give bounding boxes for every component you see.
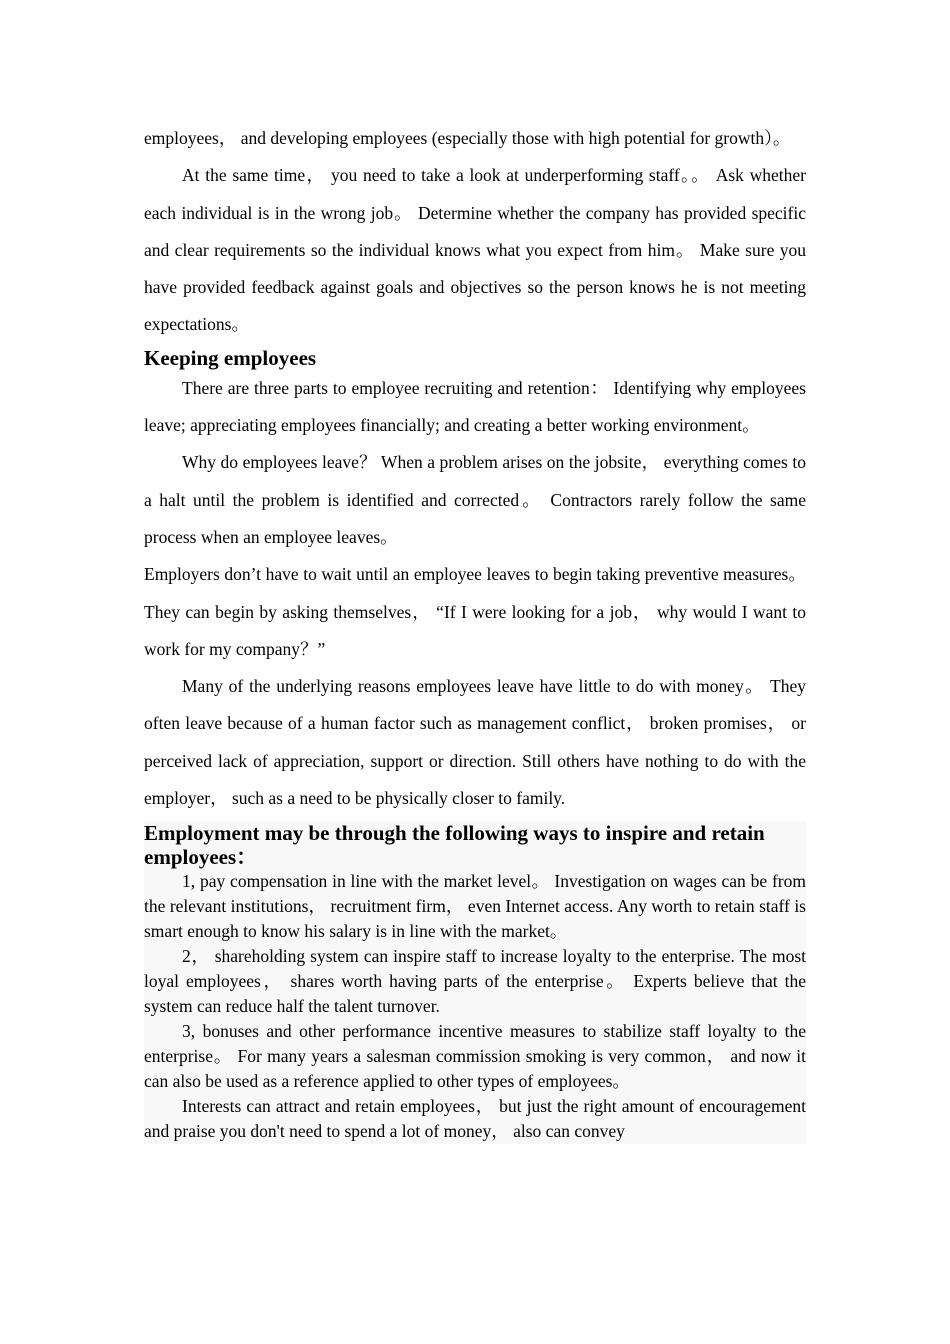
shaded-section [144, 821, 806, 1144]
list-item-bonuses: 3, bonuses and other performance incentive measures to stabilize staff loyalty to the enterprise。 For many years a salesman commission smoking is very common， and now it can also be used as a reference applied to other types of employees。 [144, 1021, 806, 1092]
document-page [144, 120, 806, 1144]
paragraph-underlying-reasons: Many of the underlying reasons employees leave have little to do with money。 They often leave because of a human factor such as management conflict， broken promises， or perceived lack of appreciation, support or direction. Still others have nothing to do with the employer， such as a need to be physically closer to family. [144, 676, 806, 809]
section-heading-inspire-retain: Employment may be through the following ways to inspire and retain employees： [144, 821, 765, 870]
paragraph-three-parts: There are three parts to employee recruiting and retention： Identifying why employees leave; appreciating employees financially; and creating a better working environment。 [144, 377, 806, 436]
paragraph-interests: Interests can attract and retain employees， but just the right amount of encouragement and praise you don't need to spend a lot of money， also can convey [144, 1096, 806, 1142]
paragraph-why-leave: Why do employees leave？ When a problem arises on the jobsite， everything comes to a halt until the problem is identified and corrected。 Contractors rarely follow the same process when an employee leaves。 [144, 452, 806, 547]
section-heading-keeping-employees: Keeping employees [144, 345, 317, 370]
paragraph-continuation: employees， and developing employees (especially those with high potential for growth）。 [144, 128, 791, 148]
list-item-compensation: 1, pay compensation in line with the market level。 Investigation on wages can be from the relevant institutions， recruitment firm， even Internet access. Any worth to retain staff is smart enough to know his salary is in line with the market。 [144, 871, 806, 942]
list-item-shareholding: 2， shareholding system can inspire staff to increase loyalty to the enterprise. The most loyal employees， shares worth having parts of the enterprise。 Experts believe that the system can reduce half the talent turnover. [144, 946, 806, 1017]
paragraph-preventive-measures: Employers don’t have to wait until an employee leaves to begin taking preventive measures。 They can begin by asking themselves， “If I were looking for a job， why would I want to work for my company？” [144, 564, 806, 659]
paragraph-underperforming-staff: At the same time， you need to take a look at underperforming staff。。 Ask whether each individual is in the wrong job。 Determine whether the company has provided specific and clear requirements so the individual knows what you expect from him。 Make sure you have provided feedback against goals and objectives so the person knows he is not meeting expectations。 [144, 165, 806, 335]
